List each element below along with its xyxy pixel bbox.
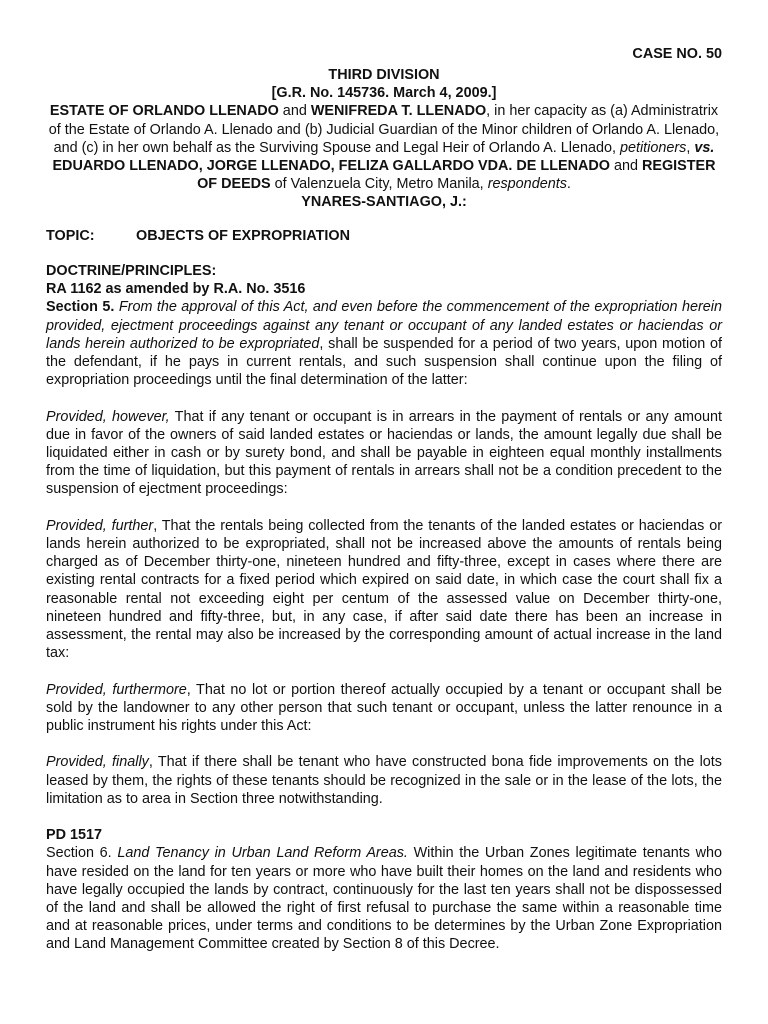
section-6-italic: Land Tenancy in Urban Land Reform Areas. bbox=[117, 845, 408, 862]
and-text: and bbox=[278, 103, 311, 120]
capacity-text: , in her capacity as (a) Administratrix of the Estate of Orlando A. Llenado and (b) Judicial Guardian of the Minor children of Orlando A. Llenado, and (c) in her own behalf as the Surviving Spouse and Legal Heir of Orlando A. Llenado, bbox=[48, 103, 720, 156]
gr-number: [G.R. No. 145736. March 4, 2009.] bbox=[271, 85, 497, 102]
party-estate: ESTATE OF ORLANDO LLENADO bbox=[49, 103, 279, 120]
comma: , bbox=[686, 139, 695, 156]
section-5-text: , shall be suspended for a period of two years, upon motion of the defendant, if he pays in current rentals, and such suspension shall continue upon the filing of expropriation proceedings until the final determination of the latter: bbox=[46, 335, 722, 389]
proviso-further: Provided, further, That the rentals being collected from the tenants of the landed estates or haciendas or lands herein authorized to be expropriated, shall not be increased above the amounts of rentals being charged as of December thirty-one, nineteen hundred and fifty-three, except in cases where there are existing rental contracts for a fixed period which expired on said date, in which case the court shall fix a reasonable rental not exceeding eight per centum of the assessed value on December thirty-one, nineteen hundred and fifty-three, but, in any case, if after said date there has been an increase in assessment, the rental may also be increased by the corresponding amount of actual increase in the land tax: bbox=[46, 517, 722, 662]
section-5-label: Section 5. bbox=[46, 299, 115, 316]
doctrine-section bbox=[46, 262, 722, 972]
section-6-text: Within the Urban Zones legitimate tenants who have resided on the land for ten years or more who have built their homes on the land and residents who have legally occupied the lands by contract, continuously for the last ten years shall not be dispossessed of the land and shall be allowed the right of first refusal to purchase the same within a reasonable time and at reasonable prices, under terms and conditions to be determines by the Urban Zone Expropriation and Land Management Committee created by Section 8 of this Decree. bbox=[46, 845, 722, 953]
petitioners-label: petitioners bbox=[619, 139, 687, 156]
party-wenifreda: WENIFREDA T. LLENADO bbox=[310, 103, 487, 120]
parties bbox=[46, 102, 722, 193]
doctrine-heading: DOCTRINE/PRINCIPLES: bbox=[46, 263, 217, 279]
topic-value: OBJECTS OF EXPROPRIATION bbox=[136, 228, 351, 244]
register-of-deeds: REGISTER OF DEEDS bbox=[197, 158, 716, 193]
ponente: YNARES-SANTIAGO, J.: bbox=[301, 194, 467, 211]
section-5 bbox=[46, 298, 722, 389]
section-5-italic: From the approval of this Act, and even before the commencement of the expropriation herein provided, ejectment proceedings against any tenant or occupant of any landed estates or haciendas or lands herein authorized to be expropriated bbox=[46, 299, 722, 352]
proviso-furthermore: Provided, furthermore, That no lot or portion thereof actually occupied by a tenant or occupant shall be sold by the landowner to any other person that such tenant or occupant, unless the latter renounce in a public instrument his rights under this Act: bbox=[46, 681, 723, 735]
pd-heading: PD 1517 bbox=[46, 827, 103, 844]
respondents-names: EDUARDO LLENADO, JORGE LLENADO, FELIZA GALLARDO VDA. DE LLENADO bbox=[52, 158, 610, 175]
topic-label: TOPIC: bbox=[46, 228, 95, 244]
topic-line bbox=[46, 227, 722, 245]
respondents-label: respondents bbox=[487, 176, 567, 193]
period: . bbox=[566, 176, 571, 193]
ra-heading: RA 1162 as amended by R.A. No. 3516 bbox=[46, 281, 306, 298]
case-caption bbox=[46, 66, 722, 212]
proviso-finally: Provided, finally, That if there shall be tenant who have constructed bona fide improvements on the lots leased by them, the rights of these tenants should be recognized in the sale or in the lease of the lots, the limitation as to area in Section three notwithstanding. bbox=[46, 754, 722, 807]
section-6 bbox=[46, 844, 722, 953]
city-text: of Valenzuela City, Metro Manila, bbox=[270, 176, 488, 193]
case-number: CASE NO. 50 bbox=[632, 46, 722, 62]
division-title: THIRD DIVISION bbox=[328, 67, 440, 83]
proviso-however: Provided, however, That if any tenant or occupant is in arrears in the payment of rentals or any amount due in favor of the owners of said landed estates or haciendas or lands, the amount legally due shall be liquidated either in cash or by surety bond, and shall be payable in eighteen equal monthly installments from the time of liquidation, but this payment of rentals in arrears shall not be a condition precedent to the suspension of ejectment proceedings: bbox=[46, 408, 722, 498]
and-text-2: and bbox=[609, 158, 642, 175]
versus: vs. bbox=[694, 139, 715, 156]
section-6-label: Section 6. bbox=[46, 845, 118, 862]
